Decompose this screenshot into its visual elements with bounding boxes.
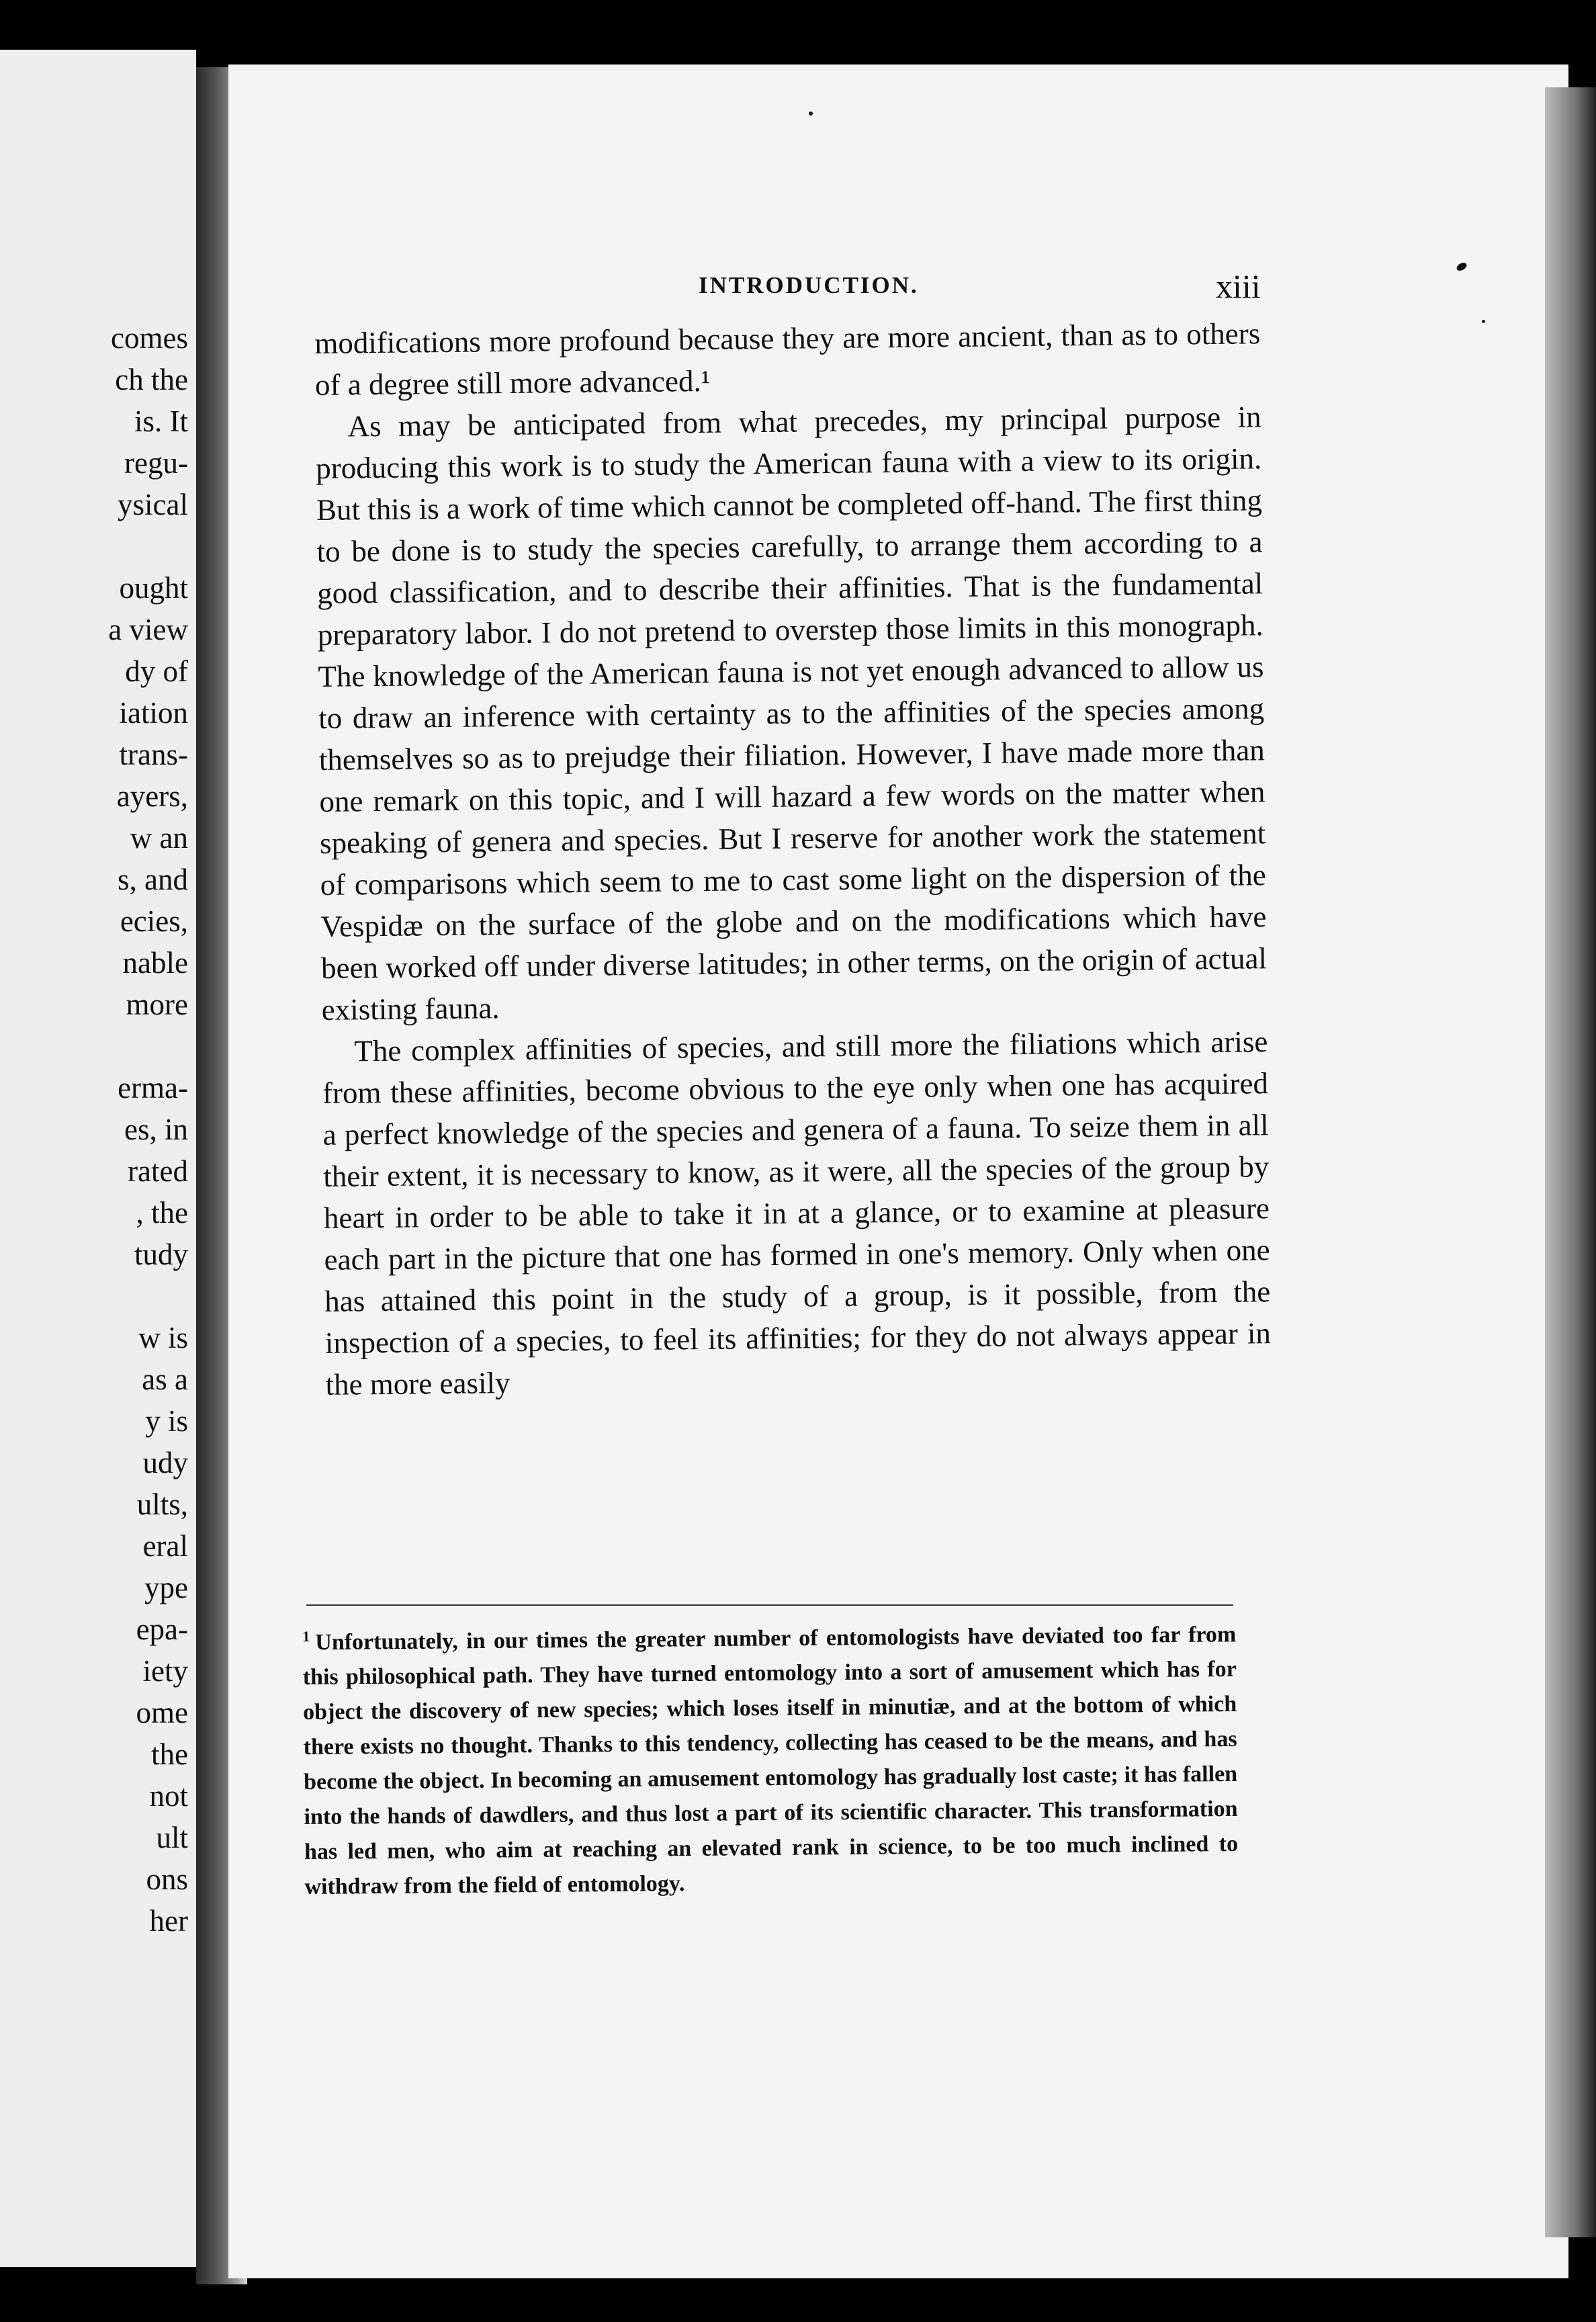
footnote-text: Unfortunately, in our times the greater number of entomologists have deviated too far from this philosophical path. They have turned entomology into a sort of amusement which has for object the discovery of new species; which loses itself in minutiæ, and at the bottom of which there exists no thought. Thanks to this tendency, collecting has ceased to be the means, and has become the object. In becoming an amusement entomology has gradually lost caste; it has fallen into the hands of dawdlers, and thus lost a part of its scientific character. This transformation has led men, who aim at reaching an elevated rank in science, to be too much inclined to withdraw from the field of entomology. [302, 1622, 1239, 1900]
left-page-fragment: , the [136, 1196, 188, 1230]
left-page-fragment: iation [119, 696, 188, 730]
left-page-fragment: ult [156, 1821, 188, 1854]
left-page-fragment: ults, [136, 1488, 188, 1521]
left-page-fragment: udy [142, 1446, 188, 1479]
left-page-fragment: es, in [124, 1113, 188, 1146]
left-page-fragment: ysical [118, 488, 188, 521]
paragraph-continuation: modifications more profound because they are more ancient, than as to others of a degree still more advanced.¹ [314, 316, 1261, 402]
left-page-fragment: epa- [136, 1612, 188, 1646]
left-page-fragment: regu- [124, 446, 188, 480]
ink-speck [809, 112, 813, 116]
left-facing-page [0, 50, 196, 2267]
left-page-fragment: ons [146, 1862, 188, 1896]
left-page-fragment: w is [138, 1321, 188, 1354]
left-page-fragment: the [151, 1737, 188, 1771]
left-page-fragment: ought [119, 571, 188, 605]
left-page-fragment: her [149, 1904, 188, 1938]
body-text [314, 312, 1272, 1406]
footnote [302, 1611, 1239, 1905]
left-page-fragment: is. It [134, 404, 188, 438]
left-page-fragment: as a [142, 1363, 188, 1396]
left-page-fragment: ype [144, 1571, 188, 1604]
left-page-fragment: s, and [118, 863, 188, 896]
left-page-fragment [0, 1275, 188, 1317]
left-page-fragment [0, 1025, 188, 1067]
left-page-text-fragments [0, 317, 188, 1942]
footnote-mark: 1 [302, 1627, 310, 1645]
left-page-fragment: iety [142, 1654, 188, 1688]
footnote-rule [306, 1604, 1233, 1606]
left-page-fragment: rated [128, 1154, 188, 1188]
left-page-fragment: eral [142, 1529, 188, 1563]
ink-speck [1482, 320, 1485, 323]
left-page-fragment: comes [111, 321, 188, 355]
left-page-fragment: not [149, 1779, 188, 1813]
paragraph-affinities: The complex affinities of species, and still more the filiations which arise from these affinities, become obvious to the eye only when one has acquired a perfect knowledge of the species and genera of a fauna. To seize them in all their extent, it is necessary to know, as it were, all the species of the group by heart in order to be able to take it in at a glance, or to examine at pleasure each part in the picture that one has formed in one's memory. Only when one has attained this point in the study of a group, is it possible, from the inspection of a species, to feel its affinities; for they do not always appear in the more easily [322, 1025, 1272, 1402]
left-page-fragment: w an [130, 821, 188, 855]
page-number: xiii [1216, 267, 1261, 305]
left-page-fragment: erma- [118, 1071, 188, 1105]
page-edge-shadow [1545, 87, 1596, 2237]
left-page-fragment: ch the [115, 363, 188, 396]
left-page-fragment: trans- [119, 738, 188, 771]
left-page-fragment: tudy [134, 1238, 188, 1271]
left-page-fragment [0, 525, 188, 567]
running-title: INTRODUCTION. [699, 272, 919, 298]
paragraph-purpose: As may be anticipated from what precedes, my principal purpose in producing this work is to study the American fauna with a view to its origin. But this is a work of time which cannot be completed off-hand. The first thing to be done is to study the species carefully, to arrange them according to a good classification, and to describe their affinities. That is the fundamental preparatory labor. I do not pretend to overstep those limits in this monograph. The knowledge of the American fauna is not yet enough advanced to allow us to draw an inference with certainty as to the affinities of the species among themselves so as to prejudge their filiation. However, I have made more than one remark on this topic, and I will hazard a few words on the matter when speaking of genera and species. But I reserve for another work the statement of comparisons which seem to me to cast some light on the dispersion of the Vespidæ on the surface of the globe and on the modifications which have been worked off under diverse latitudes; in other terms, on the origin of actual existing fauna. [316, 400, 1268, 1027]
left-page-fragment: y is [145, 1404, 188, 1438]
left-page-fragment: ayers, [116, 779, 188, 813]
left-page-fragment: nable [122, 946, 188, 980]
left-page-fragment: ome [136, 1696, 188, 1729]
left-page-fragment: ecies, [120, 904, 188, 938]
left-page-fragment: dy of [125, 654, 188, 688]
left-page-fragment: more [126, 988, 188, 1021]
left-page-fragment: a view [108, 613, 188, 646]
